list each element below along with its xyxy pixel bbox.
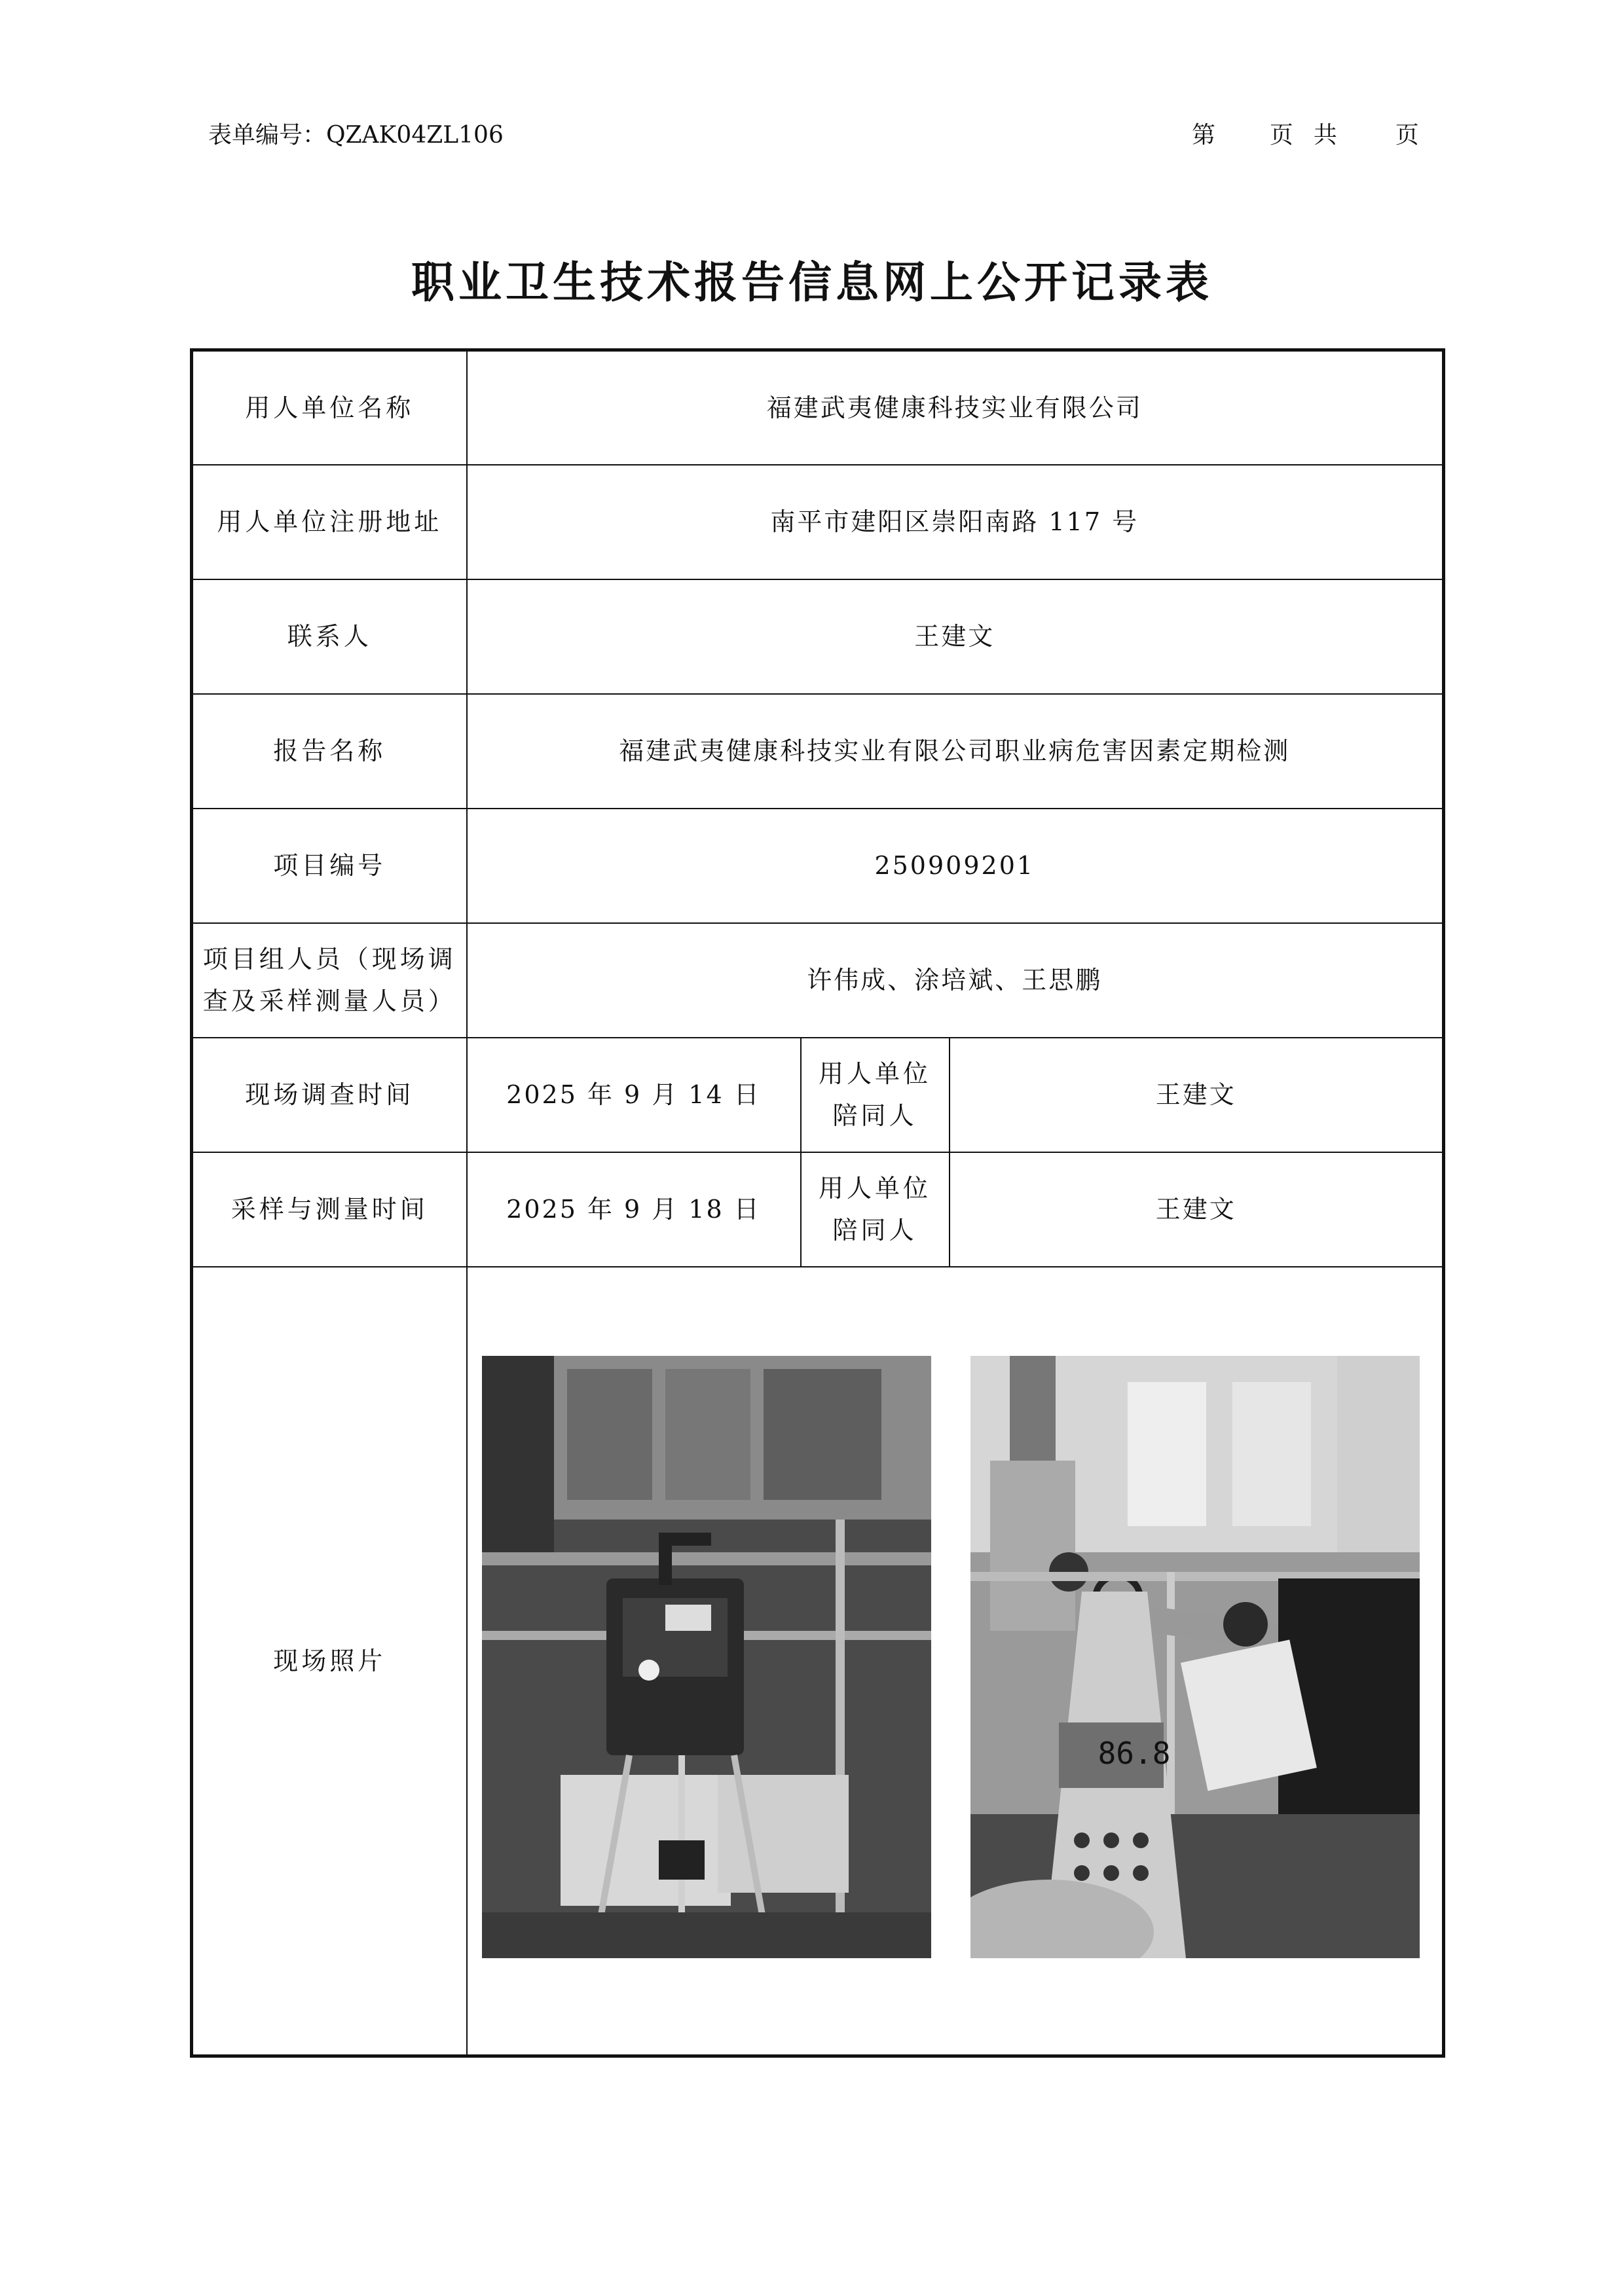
- team-label-line-2: 查及采样测量人员）: [202, 987, 456, 1015]
- survey-companion-value: 王建文: [950, 1038, 1444, 1152]
- row-project-no: [192, 809, 1444, 923]
- contact-value: 王建文: [467, 579, 1444, 694]
- survey-companion-label: [801, 1038, 950, 1152]
- project-no-value: 250909201: [467, 809, 1444, 923]
- team-label: [192, 923, 467, 1038]
- survey-time-value: 2025 年 9 月 14 日: [467, 1038, 801, 1152]
- team-value: 许伟成、涂培斌、王思鹏: [467, 923, 1444, 1038]
- address-label: 用人单位注册地址: [192, 465, 467, 579]
- survey-companion-label-line-1: 用人单位: [818, 1059, 931, 1088]
- sampler-photo-image: [482, 1356, 931, 1958]
- row-team: [192, 923, 1444, 1038]
- page-label-ye-2: 页: [1395, 122, 1419, 149]
- form-number: 表单编号：QZAK04ZL106: [208, 122, 504, 149]
- page-title: 职业卫生技术报告信息网上公开记录表: [411, 257, 1213, 308]
- employer-name-value: 福建武夷健康科技实业有限公司: [467, 350, 1444, 465]
- sampling-companion-label-line-1: 用人单位: [818, 1174, 931, 1203]
- photos-cell: [467, 1267, 1444, 2056]
- sampling-companion-label-line-2: 陪同人: [832, 1216, 917, 1245]
- project-no-label: 项目编号: [192, 809, 467, 923]
- page-label-di: 第: [1192, 122, 1216, 149]
- team-label-line-1: 项目组人员（现场调: [202, 945, 456, 974]
- address-value: 南平市建阳区崇阳南路 117 号: [467, 465, 1444, 579]
- row-survey-time: [192, 1038, 1444, 1152]
- report-name-value: 福建武夷健康科技实业有限公司职业病危害因素定期检测: [467, 694, 1444, 809]
- meter-reading: 86.8: [1098, 1735, 1170, 1771]
- employer-name-label: 用人单位名称: [192, 350, 467, 465]
- survey-time-label: 现场调查时间: [192, 1038, 467, 1152]
- photos-label: 现场照片: [192, 1267, 467, 2056]
- site-photo-sound-meter: [970, 1356, 1420, 1958]
- sampling-time-value: 2025 年 9 月 18 日: [467, 1152, 801, 1267]
- page-label-ye: 页: [1269, 122, 1293, 149]
- row-report-name: [192, 694, 1444, 809]
- page-label-gong: 共: [1313, 122, 1337, 149]
- row-address: [192, 465, 1444, 579]
- record-table: [190, 348, 1445, 2058]
- survey-companion-label-line-2: 陪同人: [832, 1101, 917, 1130]
- row-employer-name: [192, 350, 1444, 465]
- row-sampling-time: [192, 1152, 1444, 1267]
- report-name-label: 报告名称: [192, 694, 467, 809]
- sampling-time-label: 采样与测量时间: [192, 1152, 467, 1267]
- sampling-companion-label: [801, 1152, 950, 1267]
- sampling-companion-value: 王建文: [950, 1152, 1444, 1267]
- row-photos: [192, 1267, 1444, 2056]
- row-contact: [192, 579, 1444, 694]
- page-number: [1192, 117, 1419, 150]
- site-photo-sampler: [482, 1356, 931, 1958]
- contact-label: 联系人: [192, 579, 467, 694]
- sound-meter-photo-image: [970, 1356, 1420, 1958]
